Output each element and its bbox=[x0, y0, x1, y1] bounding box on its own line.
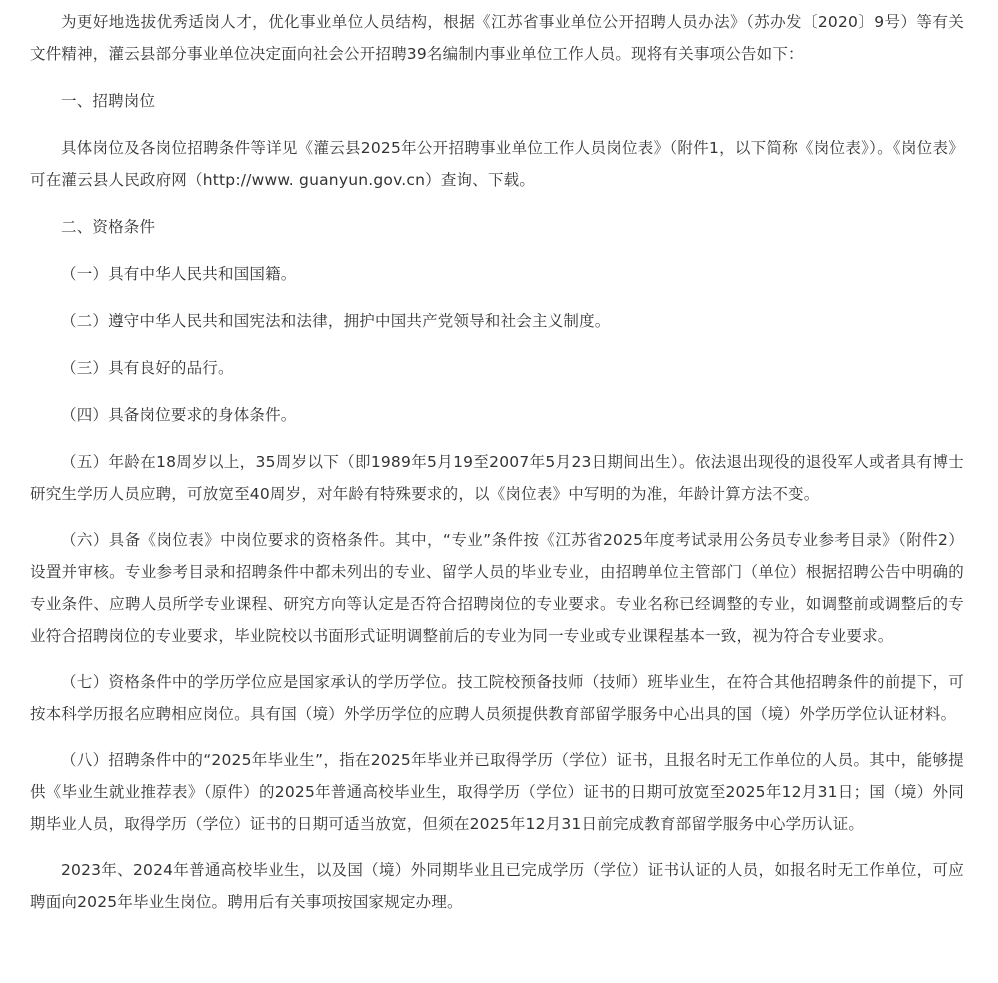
qualification-item-8: （八）招聘条件中的“2025年毕业生”，指在2025年毕业并已取得学历（学位）证书，且报名时无工作单位的人员。其中，能够提供《毕业生就业推荐表》（原件）的2025年普通高校毕业生，取得学历（学位）证书的日期可放宽至2025年12月31日；国（境）外同期毕业人员，取得学历（学位）证书的日期可适当放宽，但须在2025年12月31日前完成教育部留学服务中心学历认证。 bbox=[30, 751, 964, 833]
qualification-item-6: （六）具备《岗位表》中岗位要求的资格条件。其中，“专业”条件按《江苏省2025年度考试录用公务员专业参考目录》（附件2）设置并审核。专业参考目录和招聘条件中都未列出的专业、留学人员的毕业专业，由招聘单位主管部门（单位）根据招聘公告中明确的专业条件、应聘人员所学专业课程、研究方向等认定是否符合招聘岗位的专业要求。专业名称已经调整的专业，如调整前或调整后的专业符合招聘岗位的专业要求，毕业院校以书面形式证明调整前后的专业为同一专业或专业课程基本一致，视为符合专业要求。 bbox=[30, 531, 964, 645]
qualification-item-1: （一）具有中华人民共和国国籍。 bbox=[61, 265, 297, 283]
qualification-item-3: （三）具有良好的品行。 bbox=[61, 359, 234, 377]
qualification-item-4: （四）具备岗位要求的身体条件。 bbox=[61, 406, 297, 424]
section-heading-recruitment-positions: 一、招聘岗位 bbox=[61, 92, 156, 110]
graduate-eligibility-paragraph: 2023年、2024年普通高校毕业生，以及国（境）外同期毕业且已完成学历（学位）证书认证的人员，如报名时无工作单位，可应聘面向2025年毕业生岗位。聘用后有关事项按国家规定办理。 bbox=[30, 861, 964, 911]
qualification-item-5: （五）年龄在18周岁以上，35周岁以下（即1989年5月19至2007年5月23日期间出生）。依法退出现役的退役军人或者具有博士研究生学历人员应聘，可放宽至40周岁，对年龄有特殊要求的，以《岗位表》中写明的为准，年龄计算方法不变。 bbox=[30, 453, 964, 503]
qualification-item-2: （二）遵守中华人民共和国宪法和法律，拥护中国共产党领导和社会主义制度。 bbox=[61, 312, 611, 330]
qualification-item-7: （七）资格条件中的学历学位应是国家承认的学历学位。技工院校预备技师（技师）班毕业生，在符合其他招聘条件的前提下，可按本科学历报名应聘相应岗位。具有国（境）外学历学位的应聘人员须提供教育部留学服务中心出具的国（境）外学历学位认证材料。 bbox=[30, 673, 964, 723]
intro-paragraph: 为更好地选拔优秀适岗人才，优化事业单位人员结构，根据《江苏省事业单位公开招聘人员办法》（苏办发〔2020〕9号）等有关文件精神，灌云县部分事业单位决定面向社会公开招聘39名编制内事业单位工作人员。现将有关事项公告如下： bbox=[30, 13, 964, 63]
positions-paragraph: 具体岗位及各岗位招聘条件等详见《灌云县2025年公开招聘事业单位工作人员岗位表》（附件1，以下简称《岗位表》）。《岗位表》可在灌云县人民政府网（http://www. guanyun.gov.cn）查询、下载。 bbox=[30, 139, 964, 189]
section-heading-qualifications: 二、资格条件 bbox=[61, 218, 156, 236]
announcement-body bbox=[30, 6, 964, 918]
